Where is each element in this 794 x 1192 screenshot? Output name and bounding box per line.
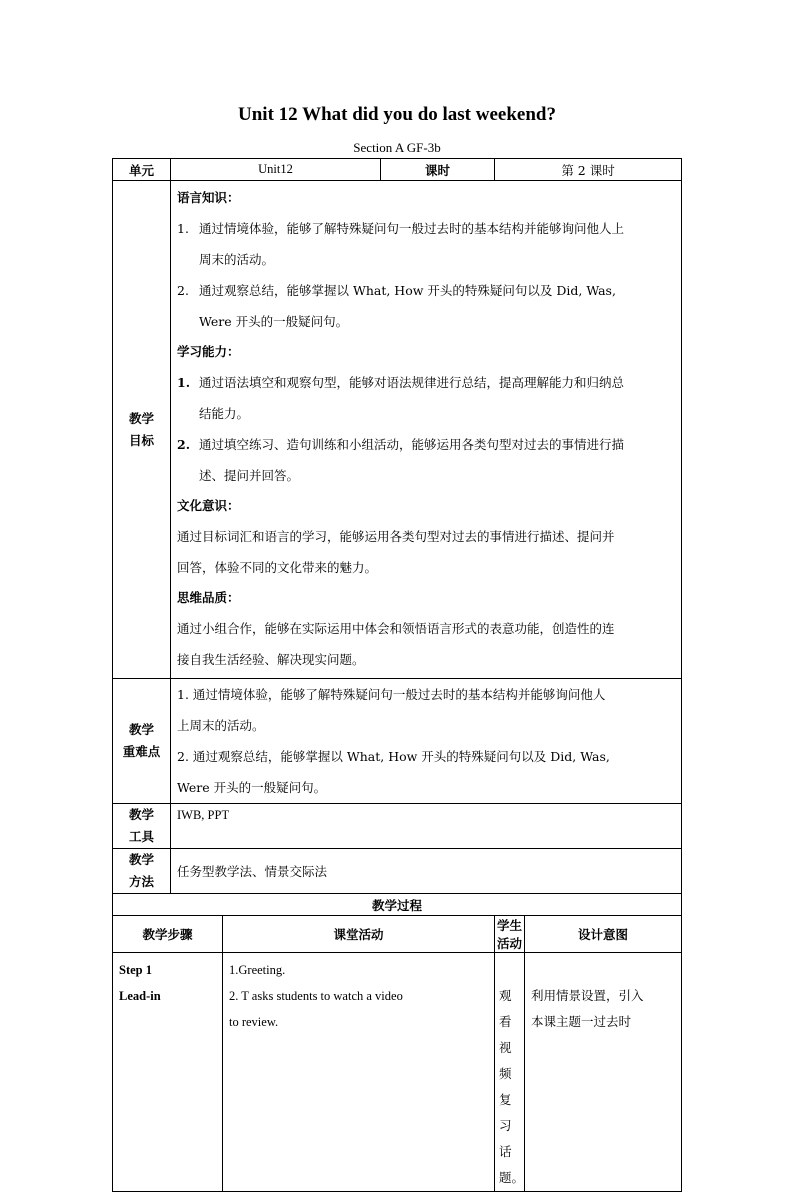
unit-label: 单元: [113, 159, 171, 181]
knowledge-item-1: 通过情境体验，能够了解特殊疑问句一般过去时的基本结构并能够询问他人上: [199, 221, 625, 236]
ability-item-2: 通过填空练习、造句训练和小组活动，能够运用各类句型对过去的事情进行描: [199, 437, 625, 452]
unit-value: Unit12: [171, 159, 381, 181]
tools-label-line1: 教学: [128, 807, 154, 822]
keypoint-2-cont: Were 开头的一般疑问句。: [177, 780, 327, 795]
ability-item-2-number: 2.: [177, 437, 191, 452]
tools-row: [113, 804, 682, 849]
process-heading: 教学过程: [113, 894, 682, 916]
student-activity: 观看视频复习话: [499, 988, 512, 1159]
tools-label-line2: 工具: [128, 829, 154, 844]
column-step: 教学步骤: [113, 916, 223, 953]
process-columns-row: [113, 916, 682, 953]
tools-label: [113, 804, 171, 849]
knowledge-item-2-number: 2.: [177, 283, 189, 298]
methods-label-line1: 教学: [128, 852, 154, 867]
keypoints-row: [113, 679, 682, 804]
culture-text: 通过目标词汇和语言的学习，能够运用各类句型对过去的事情进行描述、提问并: [177, 529, 615, 544]
keypoint-2: 2. 通过观察总结，能够掌握以 What, How 开头的特殊疑问句以及 Did, Was,: [177, 749, 610, 764]
column-student: 学生活动: [495, 916, 525, 953]
activity-1: 1.Greeting.: [229, 963, 286, 977]
tools-value: IWB, PPT: [171, 804, 682, 849]
knowledge-item-1-cont: 周末的活动。: [199, 252, 275, 267]
ability-item-1-number: 1.: [177, 375, 191, 390]
knowledge-item-1-number: 1.: [177, 221, 189, 236]
student-activity-cont: 题。: [499, 1170, 525, 1185]
thinking-heading: 思维品质：: [177, 590, 240, 605]
knowledge-heading: 语言知识：: [177, 190, 240, 205]
methods-label: [113, 849, 171, 894]
methods-label-line2: 方法: [128, 874, 154, 889]
knowledge-item-2: 通过观察总结，能够掌握以 What, How 开头的特殊疑问句以及 Did, Was,: [199, 283, 616, 298]
period-label: 课时: [381, 159, 495, 181]
unit-row: [113, 159, 682, 181]
process-heading-row: [113, 894, 682, 916]
thinking-text: 通过小组合作，能够在实际运用中体会和领悟语言形式的表意功能，创造性的连: [177, 621, 615, 636]
keypoint-1-cont: 上周末的活动。: [177, 718, 265, 733]
methods-row: [113, 849, 682, 894]
step-name: Lead-in: [119, 989, 161, 1003]
knowledge-item-2-cont: Were 开头的一般疑问句。: [199, 314, 349, 329]
objectives-label-line2: 目标: [128, 432, 154, 448]
ability-item-1-cont: 结能力。: [199, 406, 250, 421]
keypoints-label: [113, 679, 171, 804]
step-number: Step 1: [119, 963, 152, 977]
objectives-label: [113, 181, 171, 679]
objectives-content: [171, 181, 682, 679]
keypoints-label-line1: 教学: [128, 722, 154, 737]
document-title: Unit 12 What did you do last weekend?: [238, 104, 556, 125]
intent-cell: [525, 953, 682, 1192]
activity-2: 2. T asks students to watch a video: [229, 989, 403, 1003]
thinking-text-cont: 接自我生活经验、解决现实问题。: [177, 652, 365, 667]
activity-2-cont: to review.: [229, 1015, 279, 1029]
student-cell: [495, 953, 525, 1192]
keypoints-content: [171, 679, 682, 804]
document-subtitle: Section A GF-3b: [353, 140, 441, 155]
design-intent-cont: 本课主题一过去时: [531, 1014, 632, 1029]
objectives-row: [113, 181, 682, 679]
step-cell: [113, 953, 223, 1192]
objectives-label-line1: 教学: [128, 410, 154, 426]
keypoints-label-line2: 重难点: [122, 744, 161, 759]
keypoint-1: 1. 通过情境体验，能够了解特殊疑问句一般过去时的基本结构并能够询问他人: [177, 687, 606, 702]
ability-item-2-cont: 述、提问并回答。: [199, 468, 300, 483]
ability-item-1: 通过语法填空和观察句型，能够对语法规律进行总结，提高理解能力和归纳总: [199, 375, 625, 390]
ability-heading: 学习能力：: [177, 344, 240, 359]
culture-text-cont: 回答，体验不同的文化带来的魅力。: [177, 560, 378, 575]
culture-heading: 文化意识：: [177, 498, 240, 513]
lesson-plan-table: [112, 158, 682, 1192]
period-value: 第 2 课时: [495, 159, 682, 181]
design-intent: 利用情景设置，引入: [531, 988, 644, 1003]
methods-value: 任务型教学法、情景交际法: [171, 849, 682, 894]
column-activity: 课堂活动: [223, 916, 495, 953]
table-row: [113, 953, 682, 1192]
column-intent: 设计意图: [525, 916, 682, 953]
activity-cell: [223, 953, 495, 1192]
